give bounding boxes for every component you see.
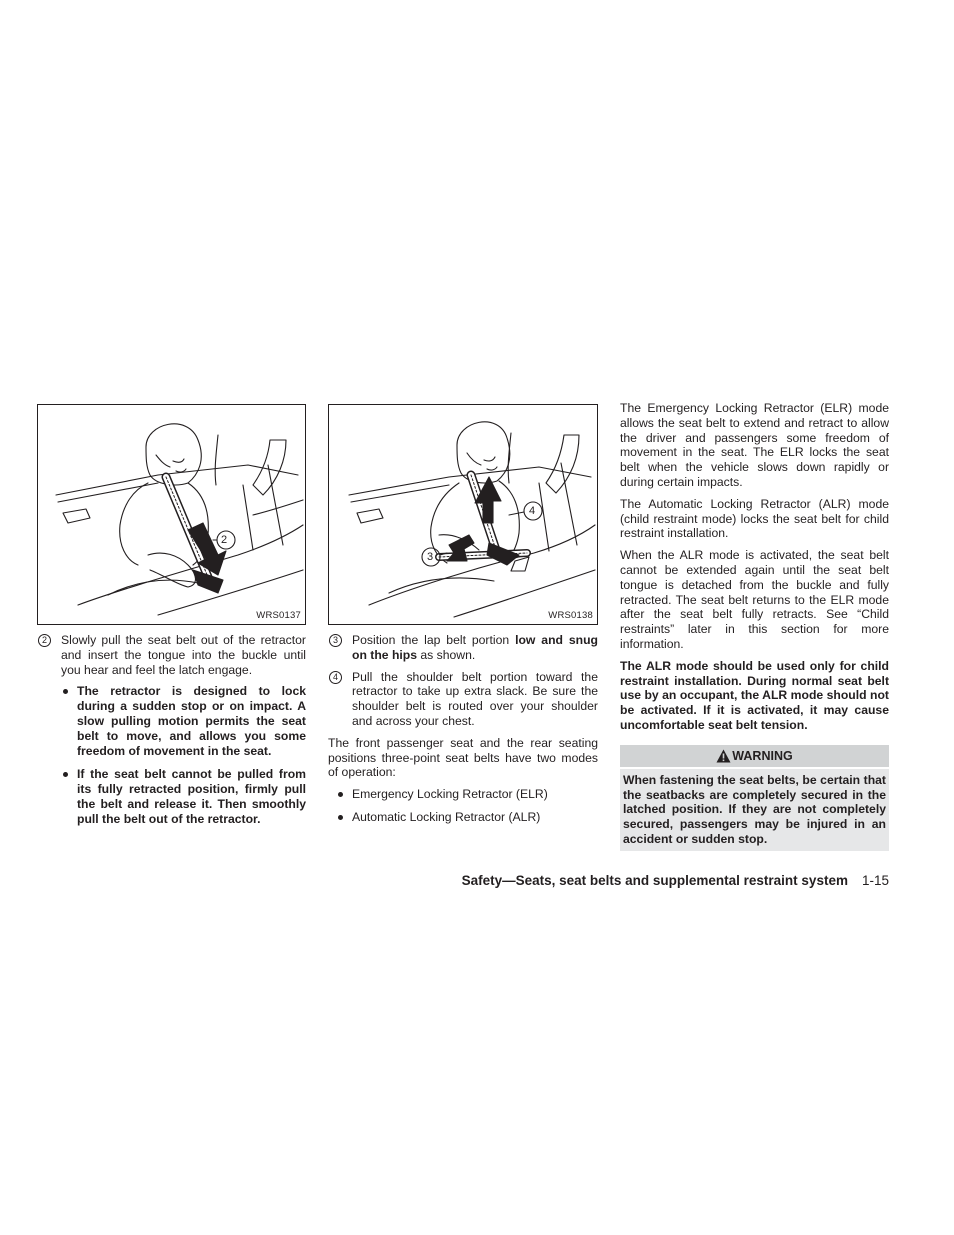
retractor-notes (37, 684, 306, 826)
alr-activation-paragraph: When the ALR mode is activated, the seat belt cannot be extended again until the seat belt tongue is detached from the buckle and fully retracted. The seat belt returns to the ELR mode after the seat belt fully retracts. See “Child restraints” later in this section for more information. (620, 548, 889, 651)
step-3-text-post: as shown. (417, 647, 476, 662)
step-number-badge: 2 (38, 634, 51, 647)
figure-seat-belt-insert (37, 404, 306, 625)
step-3-text-bold: low and snug on the hips (352, 633, 598, 662)
figure-callout-4: 4 (529, 505, 536, 517)
step-2 (37, 633, 306, 677)
step-3 (328, 633, 598, 663)
step-number-badge: 4 (329, 671, 342, 684)
warning-text: When fastening the seat belts, be certain that the seatbacks are completely secured in the latched position. If they are not completely secured, passengers may be injured in an accident or sudden stop. (620, 769, 889, 851)
page-number: 1-15 (861, 873, 889, 888)
figure-lap-belt-position (328, 404, 598, 625)
warning-header (620, 745, 889, 767)
illustration-occupant-buckling-belt (38, 405, 306, 625)
bullet-item: The retractor is designed to lock during a sudden stop or on impact. A slow pulling motion permits the seat belt to move, and allows you some freedom of movement in the seat. (61, 684, 306, 758)
mode-item-elr: Emergency Locking Retractor (ELR) (336, 787, 598, 802)
bullet-item: If the seat belt cannot be pulled from its fully retracted position, firmly pull the belt and release it. Then smoothly pull the belt out of the retractor. (61, 767, 306, 826)
step-4-text: Pull the shoulder belt portion toward the retractor to take up extra slack. Be sure the shoulder belt is routed over your shoulder and across your chest. (352, 669, 598, 728)
step-4 (328, 670, 598, 729)
retractor-modes-list (328, 787, 598, 825)
alr-usage-note: The ALR mode should be used only for child restraint installation. During normal seat belt use by an occupant, the ALR mode should not be activated. If it is activated, it may cause uncomfortable seat belt tension. (620, 658, 889, 732)
warning-title: WARNING (732, 748, 793, 763)
step-3-text-pre: Position the lap belt portion (352, 633, 516, 647)
left-column (37, 404, 306, 836)
figure-callout-3: 3 (427, 551, 434, 563)
figure-code: WRS0138 (548, 610, 593, 621)
warning-triangle-icon (716, 749, 731, 763)
right-column (620, 401, 889, 851)
footer-section-title: Safety—Seats, seat belts and supplemental restraint system (461, 873, 848, 888)
illustration-occupant-adjusting-belt (329, 405, 598, 625)
elr-paragraph: The Emergency Locking Retractor (ELR) mode allows the seat belt to extend and retract to allow the driver and passengers some freedom of movement in the seat. The ELR locks the seat belt when the vehicle slows down rapidly or during certain impacts. (620, 401, 889, 489)
step-2-text: Slowly pull the seat belt out of the retractor and insert the tongue into the buckle until you hear and feel the latch engage. (61, 633, 306, 677)
figure-callout-2: 2 (221, 534, 228, 546)
alr-paragraph: The Automatic Locking Retractor (ALR) mode (child restraint mode) locks the seat belt for child restraint installation. (620, 496, 889, 541)
step-number-badge: 3 (329, 634, 342, 647)
middle-column (328, 404, 598, 833)
modes-intro: The front passenger seat and the rear seating positions three-point seat belts have two modes of operation: (328, 735, 598, 780)
figure-code: WRS0137 (256, 610, 301, 621)
page-footer (462, 872, 889, 890)
mode-item-alr: Automatic Locking Retractor (ALR) (336, 810, 598, 825)
